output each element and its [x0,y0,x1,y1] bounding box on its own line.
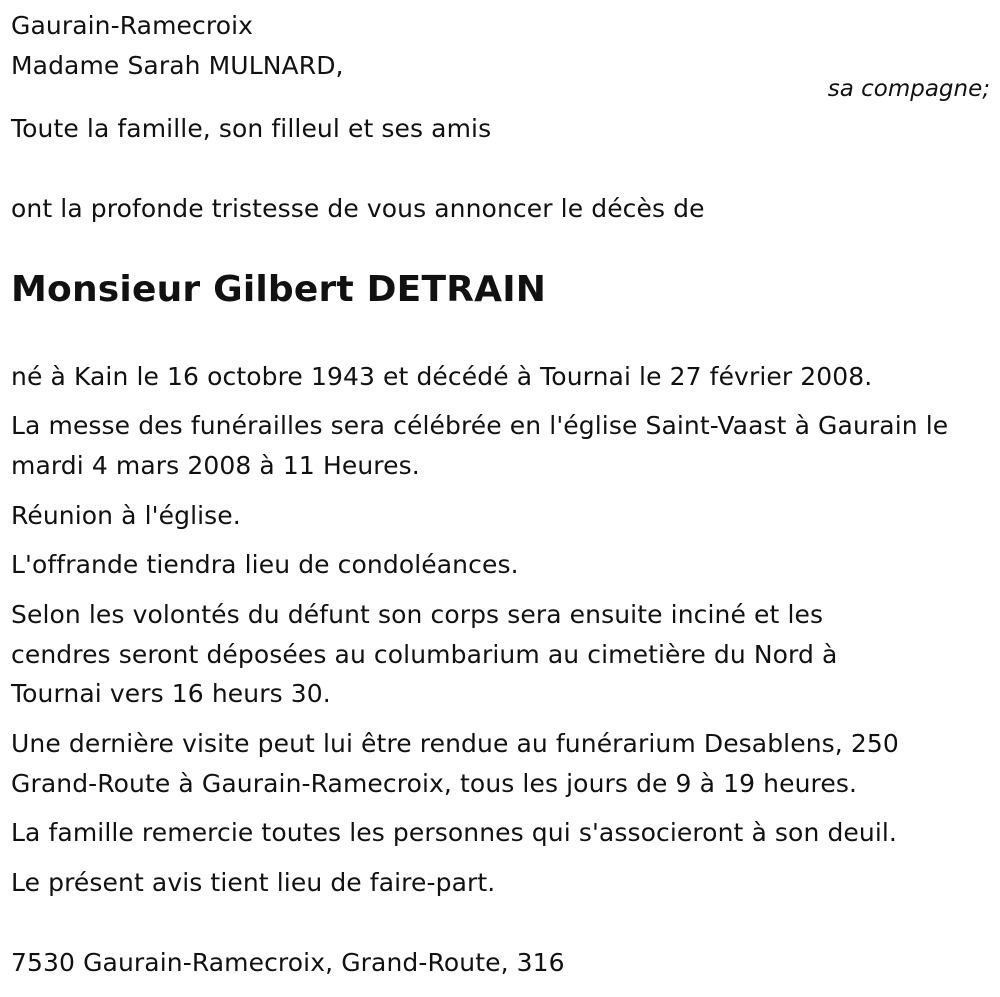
meeting-line: Réunion à l'église. [11,501,241,530]
funeral-line-1: La messe des funérailles sera célébrée en l'église Saint-Vaast à Gaurain le [11,411,949,440]
deceased-name: Monsieur Gilbert DETRAIN [11,269,547,310]
announcement-intro: ont la profonde tristesse de vous annoncer le décès de [11,194,705,223]
offering-line: L'offrande tiendra lieu de condoléances. [11,550,519,579]
funeral-line-2: mardi 4 mars 2008 à 11 Heures. [11,451,420,480]
relation-note: sa compagne; [827,76,990,102]
notice-line: Le présent avis tient lieu de faire-part. [11,868,496,897]
address-line: 7530 Gaurain-Ramecroix, Grand-Route, 316 [11,948,565,977]
locality-heading: Gaurain-Ramecroix [11,11,254,40]
thanks-line: La famille remercie toutes les personnes qui s'associeront à son deuil. [11,818,897,847]
visit-line-2: Grand-Route à Gaurain-Ramecroix, tous les jours de 9 à 19 heures. [11,769,857,798]
visit-line-1: Une dernière visite peut lui être rendue au funérarium Desablens, 250 [11,729,899,758]
cremation-line-3: Tournai vers 16 heurs 30. [11,679,331,708]
widow-name: Madame Sarah MULNARD, [11,51,344,80]
family-line: Toute la famille, son filleul et ses amis [11,114,492,143]
cremation-line-1: Selon les volontés du défunt son corps sera ensuite inciné et les [11,600,824,629]
birth-death-line: né à Kain le 16 octobre 1943 et décédé à Tournai le 27 février 2008. [11,362,873,391]
cremation-line-2: cendres seront déposées au columbarium au cimetière du Nord à [11,640,838,669]
